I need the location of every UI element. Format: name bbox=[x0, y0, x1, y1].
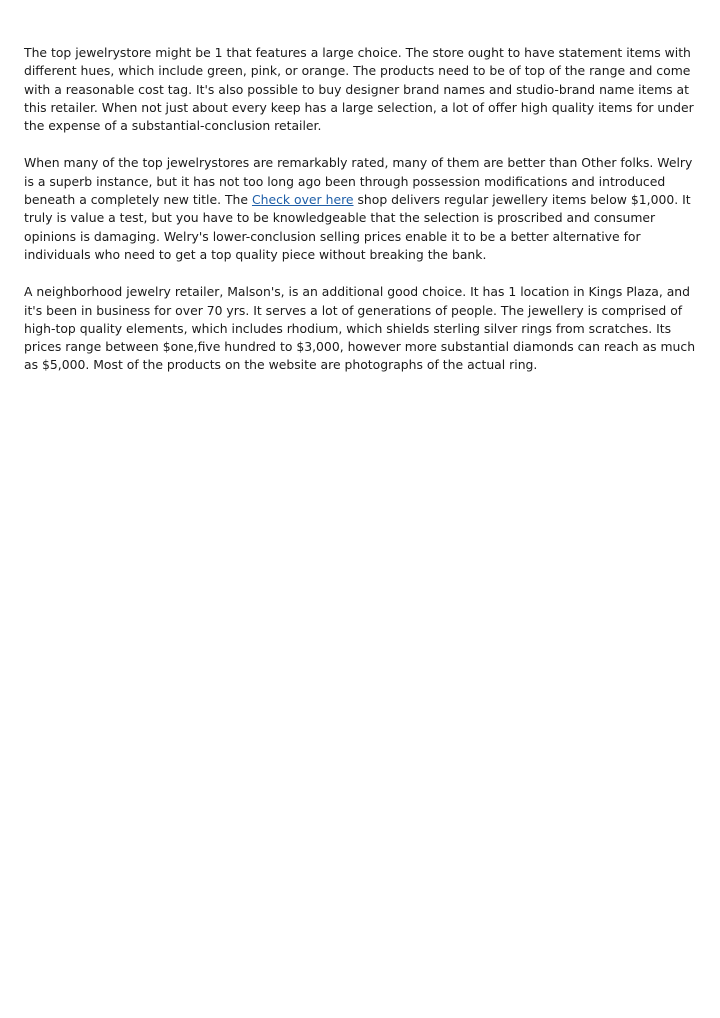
paragraph-2 bbox=[24, 154, 700, 264]
paragraph-1: The top jewelrystore might be 1 that features a large choice. The store ought to have statement items with different hues, which include green, pink, or orange. The products need to be of top of the range and come with a reasonable cost tag. It's also possible to buy designer brand names and studio-brand name items at this retailer. When not just about every keep has a large selection, a lot of offer high quality items for under the expense of a substantial-conclusion retailer. bbox=[24, 45, 694, 134]
check-over-here-link[interactable]: Check over here bbox=[251, 192, 354, 208]
paragraph-2-text-after-link: shop delivers regular jewellery items below $1,000. It truly is value a test, but you have to be knowledgeable that the selection is proscribed and consumer opinions is damaging. Welry's lower-conclusion selling prices enable it to be a better alternative for individuals who need to get a top quality piece without breaking the bank. bbox=[24, 192, 691, 262]
article-body bbox=[24, 44, 700, 394]
paragraph-3: A neighborhood jewelry retailer, Malson's, is an additional good choice. It has 1 location in Kings Plaza, and it's been in business for over 70 yrs. It serves a lot of generations of people. The jewellery is comprised of high-top quality elements, which includes rhodium, which shields sterling silver rings from scratches. Its prices range between $one,five hundred to $3,000, however more substantial diamonds can reach as much as $5,000. Most of the products on the website are photographs of the actual ring. bbox=[24, 284, 696, 373]
paragraph-2-text-before-link: When many of the top jewelrystores are remarkably rated, many of them are better than Other folks. Welry is a superb instance, but it has not too long ago been through possession modifications and introduced beneath a completely new title. The bbox=[24, 155, 693, 208]
